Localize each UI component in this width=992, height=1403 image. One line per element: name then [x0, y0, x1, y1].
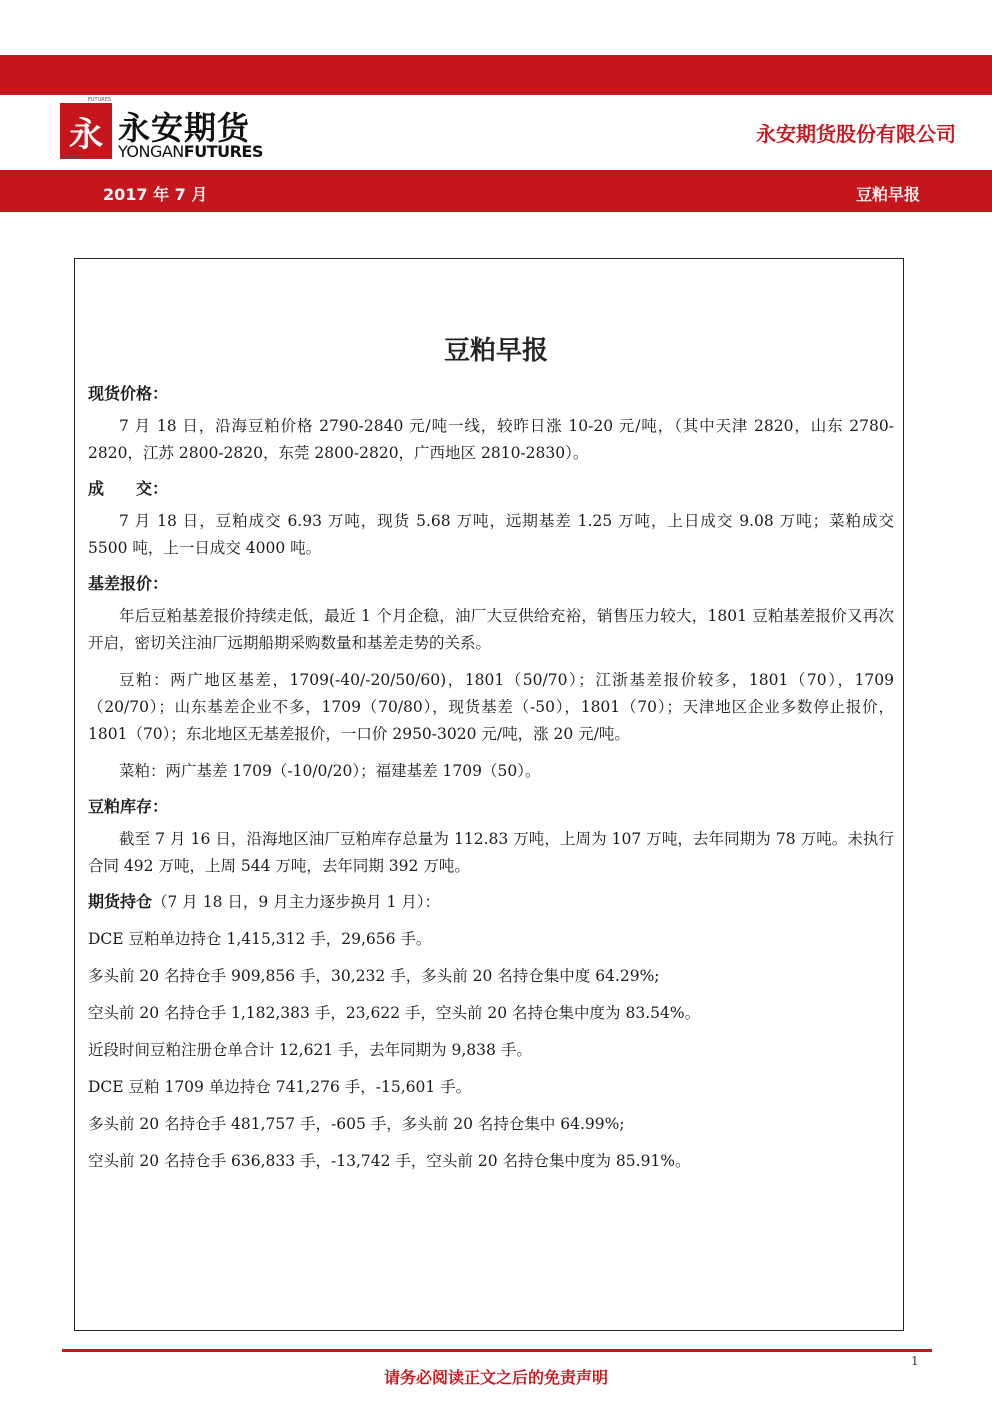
futures-line: 多头前 20 名持仓手 909,856 手，30,232 手，多头前 20 名持仓集中度 64.29%;	[88, 967, 660, 985]
report-type: 豆粕早报	[855, 185, 920, 204]
basis-text-2: 豆粕：两广地区基差，1709(-40/-20/50/60)，1801（50/70）；江浙基差报价较多，1801（70），1709（20/70）；山东基差企业不多，1709（70/80），现货基差（-50），1801（70）；天津地区企业多数停止报价，1801（70）；东北地区无基差报价，一口价 2950-3020 元/吨，涨 20 元/吨。	[88, 671, 894, 743]
logo-english-name	[118, 142, 263, 161]
header-top-band	[0, 55, 992, 95]
futures-line: 空头前 20 名持仓手 1,182,383 手，23,622 手，空头前 20 名持仓集中度为 83.54%。	[88, 1004, 701, 1022]
report-body	[88, 380, 894, 1175]
deal-heading: 成 交：	[88, 479, 169, 498]
futures-line: 近段时间豆粕注册仓单合计 12,621 手，去年同期为 9,838 手。	[88, 1041, 532, 1059]
logo-chinese-name: 永安期货	[118, 109, 251, 147]
document-title: 豆粕早报	[443, 336, 548, 366]
basis-text-3: 菜粕：两广基差 1709（-10/0/20）；福建基差 1709（50）。	[119, 762, 541, 780]
spot-text: 7 月 18 日，沿海豆粕价格 2790-2840 元/吨一线，较昨日涨 10-20 元/吨，（其中天津 2820，山东 2780-2820，江苏 2800-2820，东莞 2800-2820，广西地区 2810-2830）。	[88, 417, 894, 462]
logo-en-bold: FUTURES	[183, 142, 263, 161]
futures-line: DCE 豆粕单边持仓 1,415,312 手，29,656 手。	[88, 930, 432, 948]
logo-mark-icon: 永	[60, 103, 112, 159]
futures-heading-note: （7 月 18 日，9 月主力逐步换月 1 月）：	[152, 893, 441, 911]
futures-heading: 期货持仓	[88, 892, 153, 911]
futures-line: 空头前 20 名持仓手 636,833 手，-13,742 手，空头前 20 名持仓集中度为 85.91%。	[88, 1152, 691, 1170]
spot-heading: 现货价格：	[88, 384, 169, 403]
disclaimer-link[interactable]: 请务必阅读正文之后的免责声明	[383, 1368, 608, 1387]
futures-line: 多头前 20 名持仓手 481,757 手，-605 手，多头前 20 名持仓集中 64.99%;	[88, 1115, 625, 1133]
footer-divider	[62, 1349, 932, 1352]
company-name: 永安期货股份有限公司	[756, 122, 956, 146]
report-date: 2017 年 7 月	[103, 185, 208, 204]
header-info-band	[0, 170, 992, 212]
basis-text-1: 年后豆粕基差报价持续走低，最近 1 个月企稳，油厂大豆供给充裕，销售压力较大，1801 豆粕基差报价又再次开启，密切关注油厂远期船期采购数量和基差走势的关系。	[88, 607, 894, 652]
logo-en-regular: YONGAN	[118, 142, 184, 161]
logo-small-side-text: YONGAN	[63, 155, 85, 161]
page-number: 1	[911, 1354, 919, 1368]
yongan-logo	[60, 97, 290, 163]
futures-heading-line	[88, 888, 894, 916]
stock-text: 截至 7 月 16 日，沿海地区油厂豆粕库存总量为 112.83 万吨，上周为 107 万吨，去年同期为 78 万吨。未执行合同 492 万吨，上周 544 万吨，去年同期 392 万吨。	[88, 830, 894, 875]
basis-heading: 基差报价：	[88, 574, 169, 593]
futures-line: DCE 豆粕 1709 单边持仓 741,276 手，-15,601 手。	[88, 1078, 472, 1096]
deal-text: 7 月 18 日，豆粕成交 6.93 万吨，现货 5.68 万吨，远期基差 1.25 万吨，上日成交 9.08 万吨；菜粕成交 5500 吨，上一日成交 4000 吨。	[88, 512, 894, 557]
stock-heading: 豆粕库存：	[88, 797, 169, 816]
logo-small-top-text: FUTURES	[88, 97, 112, 103]
